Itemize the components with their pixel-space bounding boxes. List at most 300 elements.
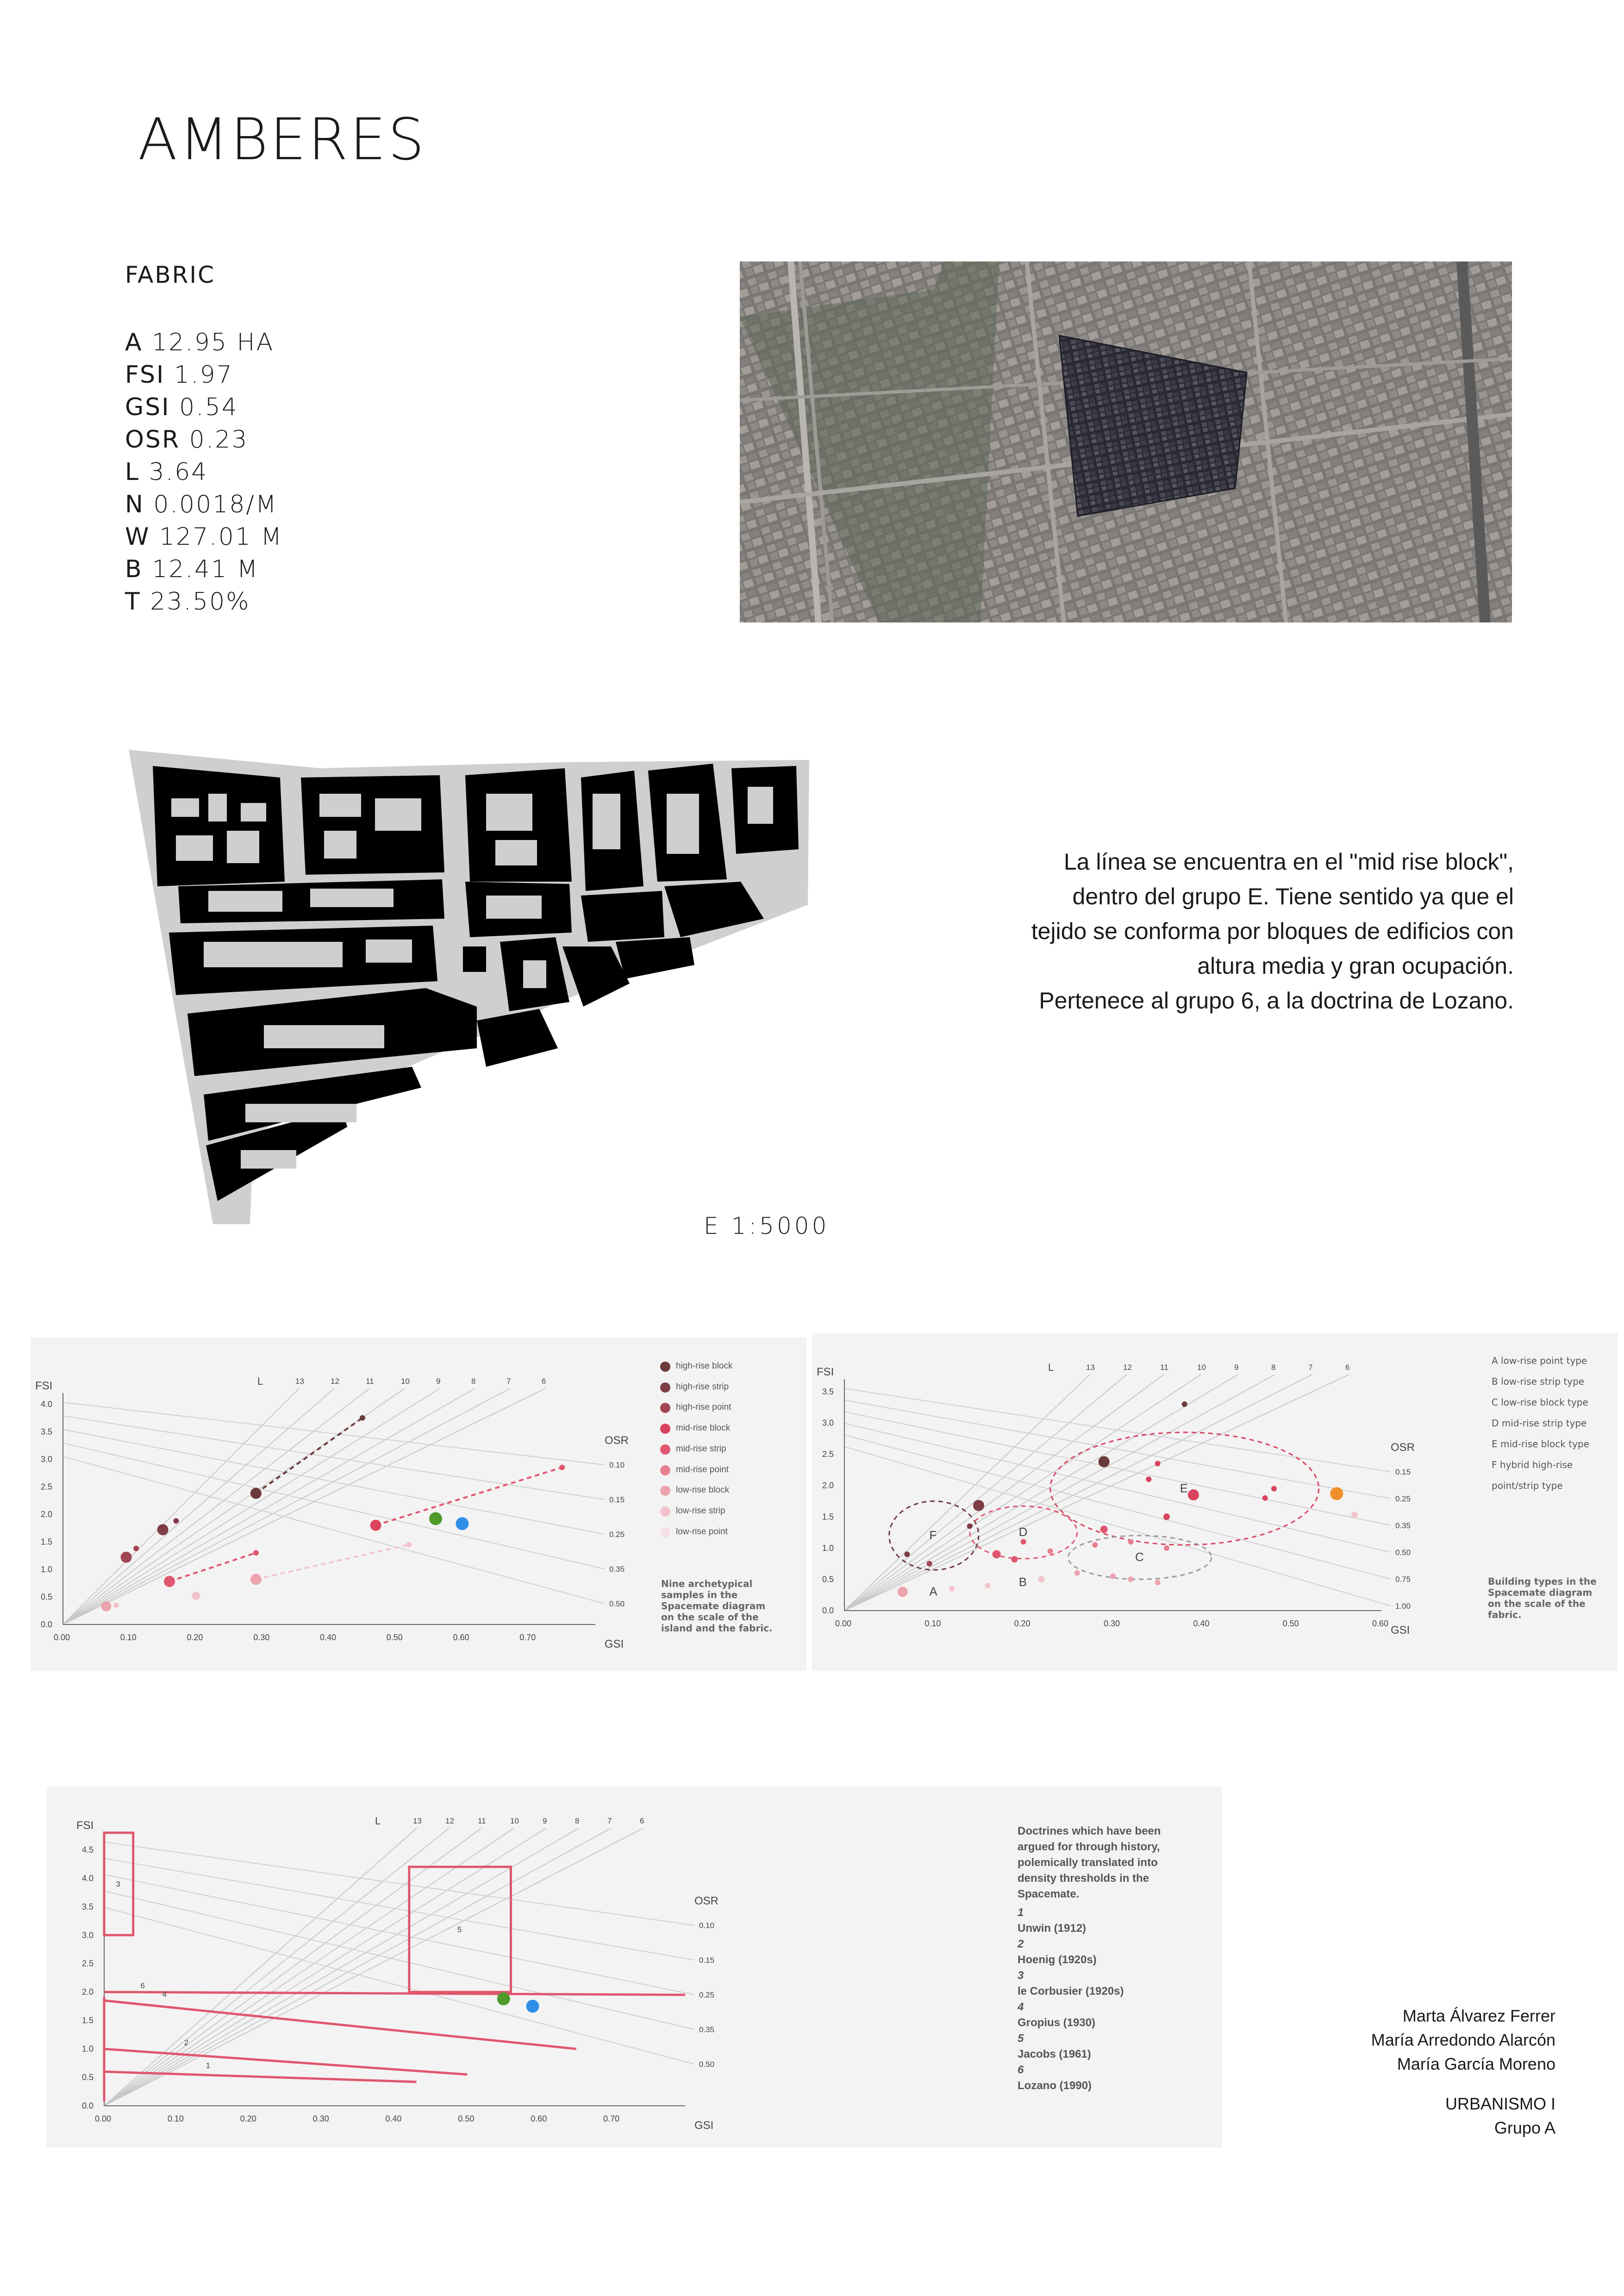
data-point <box>1188 1489 1199 1500</box>
osr-line <box>63 1443 605 1569</box>
metric-value: 0.0018/M <box>144 491 278 518</box>
aerial-photo-graphic <box>740 261 1512 622</box>
l-label: 11 <box>1160 1363 1168 1372</box>
legend-label: high-rise block <box>676 1361 733 1371</box>
metric-key: T <box>125 588 141 616</box>
figure-ground-graphic <box>125 743 810 1224</box>
l-line <box>104 1828 643 2106</box>
metric-b <box>125 555 259 583</box>
osr-line <box>63 1430 605 1534</box>
data-point <box>1155 1580 1161 1585</box>
doctrine-entry: 5 <box>1018 2032 1024 2045</box>
data-point <box>164 1576 175 1587</box>
l-label: 13 <box>295 1377 304 1386</box>
l-label: 9 <box>436 1377 441 1386</box>
legend-label: mid-rise strip <box>676 1444 726 1454</box>
legend-item: C low-rise block type <box>1492 1397 1588 1408</box>
x-tick-label: 0.40 <box>1193 1619 1210 1628</box>
legend-item: F hybrid high-rise point/strip type <box>1492 1459 1573 1491</box>
l-line <box>844 1375 1238 1611</box>
chart1-legend <box>660 1356 733 1542</box>
doctrine-entry: 4 <box>1018 2001 1024 2013</box>
osr-label: 0.25 <box>1395 1494 1411 1503</box>
x-tick-label: 0.60 <box>1372 1619 1389 1628</box>
y-tick-label: 0.5 <box>41 1592 53 1602</box>
legend-swatch <box>660 1382 670 1393</box>
legend-swatch <box>660 1506 670 1517</box>
doctrine-number: 5 <box>457 1925 462 1934</box>
y-tick-label: 3.5 <box>41 1427 53 1437</box>
legend-label: low-rise block <box>676 1485 730 1495</box>
doctrine-number: 4 <box>162 1990 167 1999</box>
spacemate-chart-building-types <box>812 1333 1618 1671</box>
l-label: 8 <box>471 1377 476 1386</box>
y-tick-label: 3.0 <box>41 1454 53 1464</box>
legend-swatch <box>660 1362 670 1372</box>
data-point <box>1262 1495 1268 1501</box>
group-label: E <box>1180 1481 1188 1495</box>
data-point <box>985 1583 990 1588</box>
data-point <box>1021 1539 1026 1544</box>
y-tick-label: 2.5 <box>82 1959 94 1968</box>
x-tick-label: 0.00 <box>835 1619 852 1628</box>
dashed-series-line <box>169 1553 256 1581</box>
l-label: 9 <box>1234 1363 1239 1372</box>
data-point <box>949 1586 955 1592</box>
osr-title: OSR <box>1391 1441 1415 1454</box>
scale-label: E 1:5000 <box>704 1213 830 1239</box>
legend-label: high-rise point <box>676 1402 731 1412</box>
data-point <box>250 1574 262 1585</box>
legend-label: low-rise point <box>676 1526 728 1537</box>
osr-label: 0.50 <box>1395 1548 1411 1557</box>
data-point <box>192 1592 200 1600</box>
legend-item <box>660 1522 733 1543</box>
l-label: 12 <box>1123 1363 1132 1372</box>
y-axis-title: FSI <box>35 1380 53 1392</box>
data-point <box>370 1520 381 1531</box>
y-tick-label: 4.0 <box>82 1873 94 1883</box>
y-tick-label: 2.0 <box>41 1509 53 1519</box>
x-tick-label: 0.20 <box>187 1633 203 1642</box>
data-point <box>1011 1556 1018 1562</box>
description-line: Pertenece al grupo 6, a la doctrina de Lozano. <box>1039 988 1514 1014</box>
metric-t <box>125 588 250 616</box>
data-point <box>927 1561 932 1567</box>
osr-label: 0.15 <box>609 1495 625 1504</box>
metric-gsi <box>125 393 238 421</box>
l-line <box>104 1828 449 2106</box>
metric-osr <box>125 426 248 454</box>
y-tick-label: 1.0 <box>41 1564 53 1574</box>
l-label: 13 <box>413 1817 422 1825</box>
data-point <box>526 2000 539 2013</box>
x-axis-title: GSI <box>605 1638 624 1650</box>
data-point <box>1182 1401 1187 1407</box>
doctrine-entry: Hoenig (1920s) <box>1018 1954 1097 1966</box>
data-point <box>1330 1487 1343 1500</box>
doctrine-number: 6 <box>140 1981 145 1991</box>
x-tick-label: 0.10 <box>120 1633 137 1642</box>
l-title: L <box>375 1815 381 1827</box>
l-label: 11 <box>366 1377 374 1386</box>
metric-key: B <box>125 555 143 583</box>
legend-swatch <box>660 1424 670 1434</box>
x-tick-label: 0.40 <box>385 2114 402 2123</box>
data-point <box>1110 1574 1116 1579</box>
chart1-note: Nine archetypical samples in the Spacemate diagram on the scale of the island and the fabric. <box>661 1578 773 1634</box>
l-line <box>844 1375 1090 1611</box>
y-axis-title: FSI <box>76 1819 94 1832</box>
doctrine-number: 2 <box>184 2038 189 2047</box>
data-point <box>1128 1539 1134 1544</box>
y-tick-label: 2.0 <box>822 1481 834 1490</box>
dashed-series-line <box>376 1468 562 1525</box>
chart2-legend <box>1492 1350 1617 1496</box>
data-point <box>253 1550 259 1556</box>
doctrine-line <box>104 2001 576 2049</box>
x-axis-title: GSI <box>1391 1624 1410 1636</box>
osr-line <box>844 1423 1391 1552</box>
y-tick-label: 0.0 <box>41 1620 53 1629</box>
l-line <box>63 1388 510 1624</box>
x-tick-label: 0.70 <box>603 2114 620 2123</box>
metric-a <box>125 329 274 356</box>
osr-label: 0.35 <box>699 2025 715 2034</box>
metric-fsi <box>125 361 233 389</box>
group-label: D <box>1018 1525 1028 1539</box>
legend-item <box>660 1418 733 1439</box>
legend-label: mid-rise block <box>676 1423 731 1433</box>
author-name: María Arredondo Alarcón <box>1371 2030 1555 2049</box>
dashed-series-line <box>256 1418 362 1493</box>
legend-item <box>660 1377 733 1398</box>
doctrine-entry: Jacobs (1961) <box>1018 2048 1091 2060</box>
group-label: A <box>929 1584 937 1599</box>
description-text <box>963 845 1514 1018</box>
l-line <box>63 1388 475 1624</box>
osr-label: 0.10 <box>699 1921 715 1930</box>
x-tick-label: 0.60 <box>531 2114 547 2123</box>
data-point <box>1164 1545 1169 1551</box>
legend-swatch <box>660 1465 670 1475</box>
data-point <box>973 1500 984 1511</box>
l-label: 8 <box>1271 1363 1276 1372</box>
osr-line <box>844 1400 1391 1499</box>
l-title: L <box>1048 1362 1054 1373</box>
l-label: 7 <box>1308 1363 1313 1372</box>
x-tick-label: 0.30 <box>1104 1619 1120 1628</box>
metric-w <box>125 523 283 551</box>
legend-swatch <box>660 1444 670 1455</box>
data-point <box>113 1602 119 1608</box>
osr-label: 0.35 <box>609 1565 625 1574</box>
doctrine-entry: Gropius (1930) <box>1018 2016 1096 2029</box>
y-tick-label: 0.0 <box>822 1606 834 1615</box>
l-label: 13 <box>1086 1363 1095 1372</box>
metric-n <box>125 491 278 518</box>
osr-label: 0.15 <box>699 1956 715 1965</box>
osr-label: 1.00 <box>1395 1602 1411 1611</box>
metric-key: GSI <box>125 393 170 421</box>
metric-value: 1.97 <box>165 361 233 389</box>
x-tick-label: 0.20 <box>1014 1619 1031 1628</box>
y-tick-label: 1.5 <box>82 2016 94 2025</box>
osr-line <box>844 1435 1391 1579</box>
x-tick-label: 0.50 <box>386 1633 403 1642</box>
legend-item <box>660 1480 733 1501</box>
x-tick-label: 0.10 <box>167 2114 184 2123</box>
description-line: La línea se encuentra en el "mid rise block", <box>1063 849 1514 875</box>
l-line <box>63 1388 334 1624</box>
l-label: 12 <box>331 1377 339 1386</box>
group-label: C <box>1135 1550 1144 1564</box>
legend-item <box>660 1460 733 1481</box>
data-point <box>157 1524 169 1535</box>
legend-label: mid-rise point <box>676 1464 729 1475</box>
data-point <box>1163 1513 1170 1520</box>
l-line <box>63 1388 545 1624</box>
metric-value: 0.54 <box>170 393 238 421</box>
osr-label: 0.50 <box>609 1599 625 1608</box>
l-label: 10 <box>1197 1363 1206 1372</box>
y-tick-label: 1.5 <box>41 1537 53 1547</box>
osr-label: 0.75 <box>1395 1575 1411 1584</box>
metric-key: N <box>125 491 144 518</box>
data-point <box>121 1552 132 1563</box>
data-point <box>497 1992 510 2005</box>
spacemate-chart-2-svg <box>812 1333 1483 1671</box>
data-point <box>1146 1476 1151 1482</box>
spacemate-chart-samples <box>31 1338 806 1671</box>
l-label: 6 <box>640 1817 644 1825</box>
y-axis-title: FSI <box>817 1366 834 1378</box>
l-label: 7 <box>607 1817 612 1825</box>
l-label: 6 <box>542 1377 546 1386</box>
data-point <box>101 1601 111 1612</box>
y-tick-label: 1.0 <box>82 2044 94 2054</box>
legend-label: high-rise strip <box>676 1381 729 1392</box>
osr-line <box>104 1842 694 1925</box>
legend-swatch <box>660 1527 670 1537</box>
osr-line <box>63 1416 605 1500</box>
data-point <box>250 1488 262 1499</box>
metric-value: 12.41 M <box>143 555 259 583</box>
osr-line <box>63 1402 605 1465</box>
osr-label: 0.10 <box>609 1461 625 1469</box>
dashed-series-line <box>256 1544 409 1579</box>
x-axis-title: GSI <box>694 2119 714 2132</box>
author-name: María García Moreno <box>1397 2054 1555 2073</box>
data-point <box>173 1518 179 1524</box>
legend-item: A low-rise point type <box>1492 1355 1587 1366</box>
data-point <box>1155 1461 1161 1466</box>
data-point <box>1048 1549 1053 1554</box>
l-line <box>63 1388 299 1624</box>
osr-title: OSR <box>605 1434 629 1447</box>
doctrine-number: 1 <box>206 2061 211 2070</box>
doctrine-entry: 2 <box>1018 1938 1024 1950</box>
x-tick-label: 0.50 <box>1282 1619 1299 1628</box>
l-line <box>104 1828 579 2106</box>
l-label: 11 <box>478 1817 486 1825</box>
metric-key: L <box>125 458 140 486</box>
legend-item: B low-rise strip type <box>1492 1376 1585 1387</box>
l-title: L <box>257 1375 263 1387</box>
x-tick-label: 0.20 <box>240 2114 256 2123</box>
data-point <box>1038 1576 1044 1582</box>
y-tick-label: 4.5 <box>82 1845 94 1854</box>
legend-item <box>660 1439 733 1460</box>
x-tick-label: 0.30 <box>253 1633 270 1642</box>
data-point <box>1271 1486 1277 1491</box>
data-point <box>1099 1456 1110 1467</box>
doctrine-entry: Lozano (1990) <box>1018 2079 1092 2092</box>
osr-line <box>104 1858 694 1960</box>
data-point <box>993 1550 1001 1558</box>
osr-label: 0.35 <box>1395 1521 1411 1530</box>
data-point <box>898 1587 908 1597</box>
l-label: 10 <box>401 1377 410 1386</box>
data-point <box>1128 1576 1134 1582</box>
figure-ground-plan <box>125 743 810 1224</box>
legend-swatch <box>660 1403 670 1413</box>
l-line <box>844 1375 1164 1611</box>
l-label: 6 <box>1345 1363 1350 1372</box>
spacemate-chart-1-svg <box>31 1338 651 1671</box>
data-point <box>1351 1512 1358 1518</box>
data-point <box>360 1415 365 1421</box>
y-tick-label: 2.5 <box>822 1450 834 1459</box>
l-line <box>104 1828 611 2106</box>
description-line: altura media y gran ocupación. <box>1197 953 1514 979</box>
metric-key: A <box>125 329 143 356</box>
l-line <box>844 1375 1349 1611</box>
osr-label: 0.25 <box>609 1530 625 1539</box>
l-label: 9 <box>543 1817 547 1825</box>
legend-item: D mid-rise strip type <box>1492 1418 1587 1429</box>
data-point <box>406 1542 412 1547</box>
data-point <box>1092 1542 1098 1548</box>
y-tick-label: 0.5 <box>82 2072 94 2082</box>
osr-label: 0.25 <box>699 1991 715 1999</box>
aerial-photo <box>740 261 1512 622</box>
legend-item: E mid-rise block type <box>1492 1438 1589 1450</box>
data-point <box>456 1517 469 1530</box>
doctrine-line <box>104 1992 685 1995</box>
osr-title: OSR <box>694 1895 719 1907</box>
page-title: AMBERES <box>138 106 426 173</box>
y-tick-label: 3.5 <box>82 1902 94 1911</box>
chart2-note: Building types in the Spacemate diagram on the scale of the fabric. <box>1488 1576 1597 1620</box>
metric-value: 23.50% <box>141 588 250 616</box>
legend-swatch <box>660 1486 670 1496</box>
x-tick-label: 0.00 <box>95 2114 112 2123</box>
x-tick-label: 0.10 <box>924 1619 941 1628</box>
doctrines-intro: Doctrines which have been argued for through history, polemically translated into density thresholds in the Spacemate. <box>1018 1825 1161 1900</box>
l-line <box>63 1388 369 1624</box>
osr-label: 0.50 <box>699 2060 715 2069</box>
doctrine-entry: 1 <box>1018 1906 1024 1919</box>
metric-key: FSI <box>125 361 165 389</box>
author-name: Marta Álvarez Ferrer <box>1402 2006 1555 2025</box>
osr-line <box>844 1447 1391 1606</box>
group-label: F <box>929 1528 937 1542</box>
course-name: URBANISMO I <box>1445 2094 1555 2113</box>
y-tick-label: 2.0 <box>82 1987 94 1997</box>
l-line <box>844 1375 1275 1611</box>
legend-item <box>660 1397 733 1418</box>
x-tick-label: 0.70 <box>519 1633 536 1642</box>
course-group: Grupo A <box>1494 2118 1555 2137</box>
doctrine-entry: 6 <box>1018 2064 1024 2076</box>
legend-label: low-rise strip <box>676 1506 725 1516</box>
metric-key: W <box>125 523 150 551</box>
x-tick-label: 0.00 <box>54 1633 70 1642</box>
l-line <box>104 1828 417 2106</box>
osr-line <box>844 1412 1391 1525</box>
data-point <box>559 1465 565 1470</box>
data-point <box>133 1546 139 1551</box>
data-point <box>429 1512 442 1525</box>
y-tick-label: 0.0 <box>82 2101 94 2110</box>
metric-value: 12.95 HA <box>143 329 275 356</box>
metric-key: OSR <box>125 426 181 454</box>
y-tick-label: 2.5 <box>41 1482 53 1492</box>
metric-l <box>125 458 208 486</box>
data-point <box>967 1524 973 1529</box>
y-tick-label: 1.0 <box>822 1543 834 1553</box>
course-info <box>1370 2092 1555 2140</box>
y-tick-label: 3.0 <box>822 1418 834 1428</box>
osr-label: 0.15 <box>1395 1468 1411 1476</box>
authors <box>1296 2004 1555 2076</box>
doctrines-list <box>1018 1823 1166 2094</box>
description-line: dentro del grupo E. Tiene sentido ya que el <box>1072 884 1514 909</box>
l-label: 10 <box>510 1817 519 1825</box>
l-line <box>104 1828 481 2106</box>
doctrine-entry: 3 <box>1018 1969 1024 1982</box>
y-tick-label: 1.5 <box>822 1512 834 1522</box>
metric-value: 0.23 <box>180 426 249 454</box>
doctrine-entry: le Corbusier (1920s) <box>1018 1985 1124 1997</box>
fabric-heading: FABRIC <box>125 261 216 288</box>
l-label: 7 <box>506 1377 511 1386</box>
x-tick-label: 0.40 <box>320 1633 337 1642</box>
group-label: B <box>1018 1575 1027 1589</box>
doctrine-number: 3 <box>116 1879 120 1889</box>
y-tick-label: 3.0 <box>82 1930 94 1940</box>
data-point <box>1074 1570 1080 1576</box>
doctrine-entry: Unwin (1912) <box>1018 1922 1087 1935</box>
spacemate-chart-3-svg <box>46 1786 768 2147</box>
x-tick-label: 0.30 <box>312 2114 329 2123</box>
y-tick-label: 3.5 <box>822 1387 834 1397</box>
osr-line <box>104 1875 694 1995</box>
l-label: 8 <box>575 1817 580 1825</box>
y-tick-label: 0.5 <box>822 1574 834 1584</box>
l-label: 12 <box>445 1817 454 1825</box>
data-point <box>1100 1525 1108 1533</box>
metric-value: 3.64 <box>139 458 208 486</box>
description-line: tejido se conforma por bloques de edificios con <box>1031 918 1514 944</box>
osr-line <box>844 1388 1391 1472</box>
x-tick-label: 0.60 <box>453 1633 469 1642</box>
x-tick-label: 0.50 <box>458 2114 475 2123</box>
legend-item <box>660 1356 733 1377</box>
legend-item <box>660 1501 733 1522</box>
metric-value: 127.01 M <box>150 523 283 551</box>
